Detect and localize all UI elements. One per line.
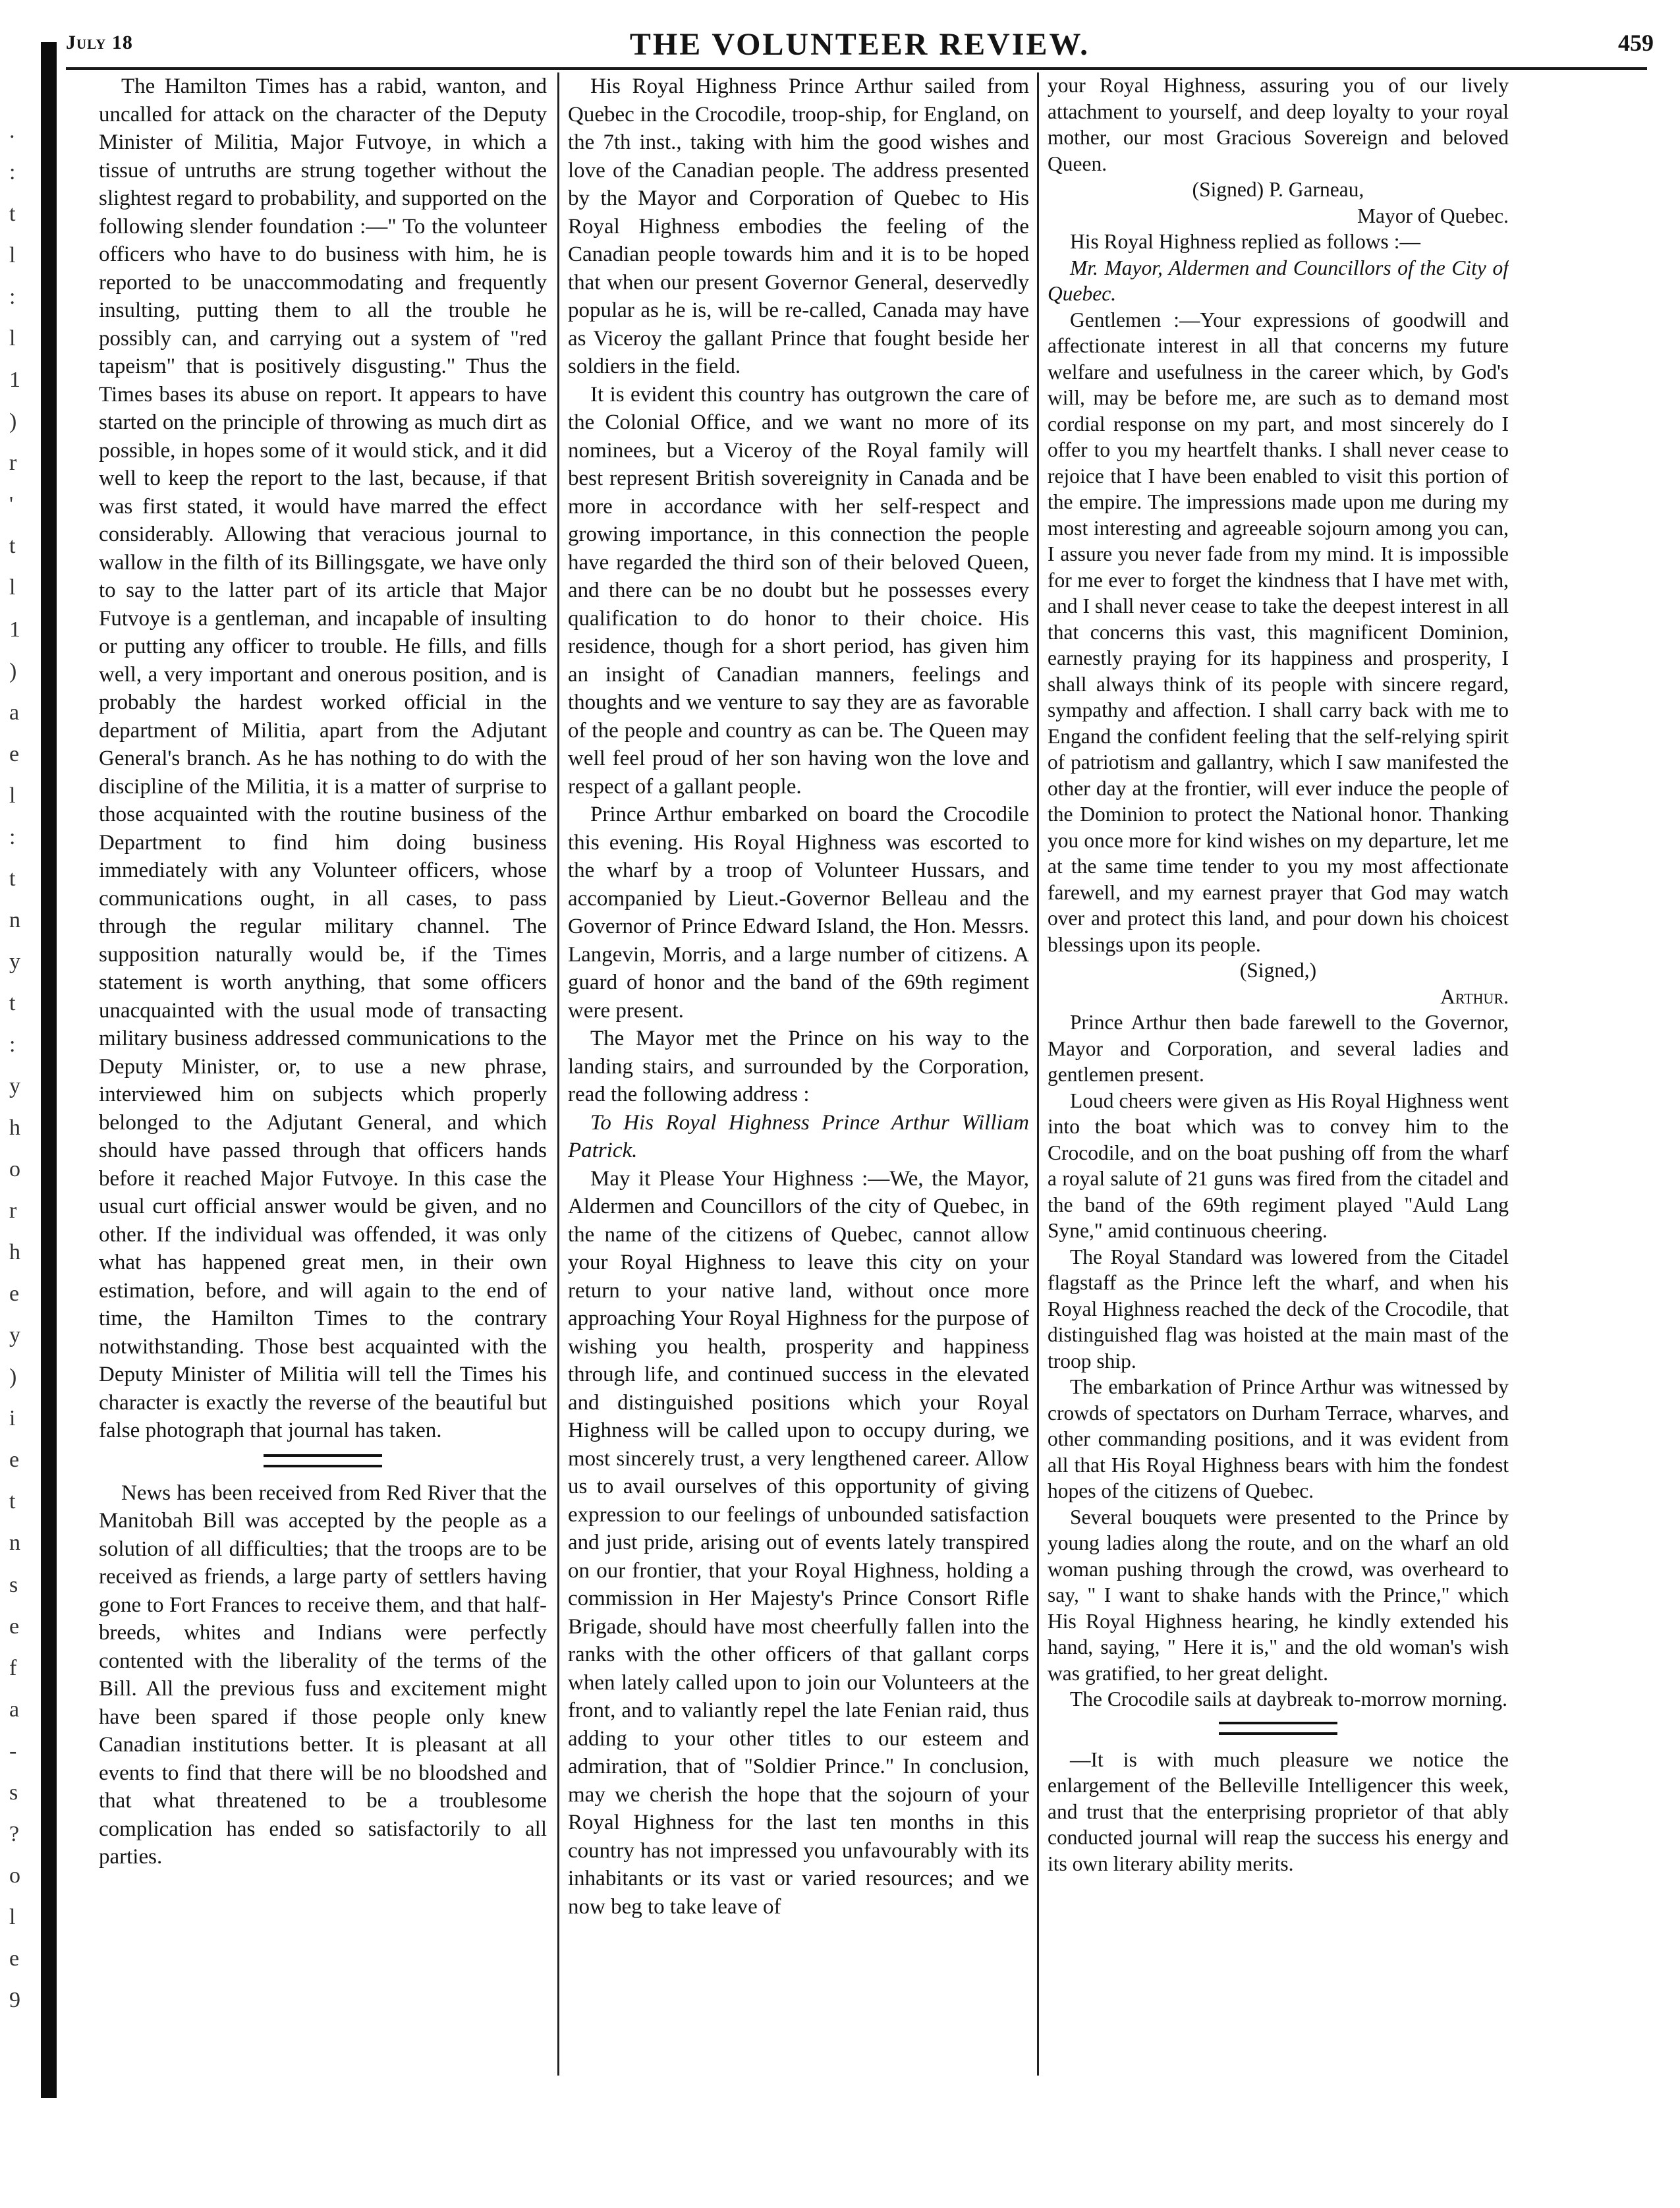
margin-mark: .: [9, 119, 15, 143]
margin-mark: l: [9, 1905, 16, 1929]
margin-mark: a: [9, 700, 20, 725]
margin-mark: s: [9, 1573, 18, 1597]
margin-mark: y: [9, 949, 20, 974]
margin-mark: r: [9, 1199, 17, 1223]
binding-edge: [41, 42, 57, 2098]
margin-mark: ): [9, 409, 17, 434]
paragraph: Several bouquets were presented to the Prince by young ladies along the route, and on the wharf an old woman pushing through the crowd, was overheard to say, " I want to shake hands with the Prince," which His Royal Highness hearing, he kindly extended his hand, saying, " Here it is," and the old woman's wish was gratified, to her great delight.: [1048, 1505, 1509, 1685]
margin-mark: ?: [9, 1822, 20, 1846]
signature-mayor: (Signed) P. Garneau,: [1192, 178, 1364, 201]
margin-mark: :: [9, 160, 16, 184]
article-red-river: News has been received from Red River that the Manitobah Bill was accepted by the people as a solution of all difficulties; that the troops are to be received as friends, a large party of settlers having gone to Fort Frances to receive them, and that half-breeds, whites and Indians were perfectly contented with the liberality of the terms of the Bill. All the previous fuss and excitement might have been spared if those people only knew Canadian institutions better. It is pleasant at all events to find that there will be no bloodshed and that what threatened to be a troublesome complication has ended so satisfactorily to all parties.: [99, 1481, 547, 1869]
column-1: [99, 72, 547, 2062]
margin-mark: h: [9, 1240, 20, 1264]
margin-mark: l: [9, 783, 16, 808]
article-belleville-intelligencer: —It is with much pleasure we notice the enlargement of the Belleville Intelligencer this week, and trust that the enterprising proprietor of that ably conducted journal will reap the success his energy and its own literary ability merits.: [1048, 1747, 1509, 1875]
margin-mark: ): [9, 1365, 17, 1389]
reply-body: Gentlemen :—Your expressions of goodwill and affectionate interest in all that concerns my future welfare and usefulness in the career which, by God's will, may be before me, are such as to demand most cordial response on my part, and most sincerely do I offer to you my heartfelt thanks. I shall never cease to rejoice that I have been enabled to visit this portion of the empire. The impressions made upon me during my most interesting and agreeable sojourn among you can, I assure you never fade from my mind. It is impossible for me ever to forget the kindness that I have met with, and I shall never cease to take the deepest interest in all that concerns this vast, this magnificent Dominion, earnestly praying for its happiness and prosperity, I shall always think of its people with sincere regard, sympathy and affection. I shall carry back with me to Engand the confident feeling that the self-relying spirit of patriotism and gallantry, which I saw manifested the other day at the frontier, will ever induce the people of the Dominion to protect the National honor. Thanking you once more for kind wishes on my departure, let me at the same time tender to you my most affectionate farewell, and my earnest prayer that God may watch over and protect this land, and pour down his choicest blessings upon its people.: [1048, 308, 1509, 956]
margin-mark: -: [9, 1739, 17, 1763]
paragraph: It is evident this country has outgrown the care of the Colonial Office, and we want no more of its nominees, but a Viceroy of the Royal family will best represent British sovereignity in Canada and be more in accordance with her self-respect and growing importance, in this connection the people have regarded the third son of their beloved Queen, and there can be no doubt but he possesses every qualification to do honor to their choice. His residence, though for a short period, has given him an insight of Canadian manners, feelings and thoughts and we venture to say they are as favorable of the people and country as can be. The Queen may well feel proud of her son having won the love and respect of a gallant people.: [568, 382, 1029, 799]
address-body: May it Please Your Highness :—We, the Mayor, Aldermen and Councillors of the city of Quebec, in the name of the citizens of Quebec, cannot allow your Royal Highness to leave this city on your return to your native land, without once more approaching Your Royal Highness for the purpose of wishing you health, prosperity and happiness through life, and continued success in the elevated and distinguished positions which your Royal Highness will be called upon to occupy during, we most sincerely trust, a very lengthened career. Allow us to avail ourselves of this opportunity of giving expression to our feelings of unbounded satisfaction and just pride, arising out of events lately transpired on our frontier, that your Royal Highness, holding a commission in Her Majesty's Prince Consort Rifle Brigade, should have most cheerfully fallen into the ranks with the other officers of that gallant corps when lately called upon to join our Volunteers at the front, and to valiantly repel the late Fenian raid, thus adding to your other titles to our esteem and admiration, that of "Soldier Prince." In conclusion, may we cherish the hope that the sojourn of your Royal Highness for the last ten months in this country has not impressed you unfavourably with its inhabitants or its vast or varied resources; and we now beg to take leave of: [568, 1166, 1029, 1919]
paragraph: The embarkation of Prince Arthur was witnessed by crowds of spectators on Durham Terrace, wharves, and other commanding positions, and it was evident from all that His Royal Highness bears with him the fondest hopes of the citizens of Quebec.: [1048, 1375, 1509, 1502]
signature-label: (Signed,): [1239, 959, 1317, 982]
masthead-title: THE VOLUNTEER REVIEW.: [629, 27, 1090, 62]
margin-mark: :: [9, 1033, 16, 1057]
address-heading: To His Royal Highness Prince Arthur William Patrick.: [568, 1110, 1029, 1162]
paragraph: The Mayor met the Prince on his way to the landing stairs, and surrounded by the Corporation, read the following address :: [568, 1027, 1029, 1106]
margin-mark: e: [9, 742, 20, 766]
margin-mark: 1: [9, 368, 20, 392]
margin-mark: l: [9, 326, 16, 351]
paragraph: Prince Arthur embarked on board the Crocodile this evening. His Royal Highness was escorted to the wharf by a troop of Volunteer Hussars, and accompanied by Lieut.-Governor Belleau and the Governor of Prince Edward Island, the Hon. Messrs. Langevin, Morris, and a large number of citizens. A guard of honor and the band of the 69th regiment were present.: [568, 803, 1029, 1023]
paragraph: Loud cheers were given as His Royal Highness went into the boat which was to convey him to the Crocodile, and on the boat pushing off from the wharf a royal salute of 21 guns was fired from the citadel and the band of the 69th regiment played "Auld Lang Syne," amid continuous cheering.: [1048, 1089, 1509, 1242]
header-rule: [66, 67, 1647, 70]
paragraph: Prince Arthur then bade farewell to the Governor, Mayor and Corporation, and several ladies and gentlemen present.: [1048, 1011, 1509, 1086]
margin-mark: t: [9, 202, 16, 226]
margin-mark: t: [9, 1489, 16, 1514]
paragraph: His Royal Highness replied as follows :—: [1070, 230, 1420, 253]
margin-mark: y: [9, 1323, 20, 1347]
section-separator: [264, 1454, 382, 1467]
address-continuation: your Royal Highness, assuring you of our lively attachment to yourself, and deep loyalty to your royal mother, our most Gracious Sovereign and beloved Queen.: [1048, 74, 1509, 175]
signature-title: Mayor of Quebec.: [1357, 204, 1509, 227]
margin-mark: f: [9, 1656, 17, 1680]
paragraph: The Crocodile sails at daybreak to-morrow morning.: [1070, 1687, 1507, 1711]
margin-mark: y: [9, 1074, 20, 1098]
margin-mark: :: [9, 825, 16, 849]
page-number: 459: [1618, 30, 1654, 56]
page-header: [66, 26, 1654, 66]
paragraph: The Royal Standard was lowered from the Citadel flagstaff as the Prince left the wharf, and when his Royal Highness reached the deck of the Crocodile, that distinguished flag was hoisted at the main mast of the troop ship.: [1048, 1245, 1509, 1373]
margin-mark: n: [9, 1531, 20, 1555]
margin-mark: n: [9, 908, 20, 932]
margin-mark: t: [9, 991, 16, 1015]
column-3: [1048, 72, 1509, 2062]
margin-mark: e: [9, 1614, 20, 1639]
column-2: [568, 72, 1029, 2062]
margin-mark: s: [9, 1780, 18, 1805]
issue-date: July 18: [66, 32, 133, 53]
margin-marks: [0, 119, 36, 2095]
margin-mark: 9: [9, 1988, 20, 2012]
margin-mark: ': [9, 492, 14, 517]
margin-mark: o: [9, 1157, 20, 1181]
margin-mark: e: [9, 1448, 20, 1472]
margin-mark: a: [9, 1697, 20, 1722]
signature-arthur: Arthur.: [1440, 984, 1509, 1008]
article-hamilton-times: The Hamilton Times has a rabid, wanton, and uncalled for attack on the character of the Deputy Minister of Militia, Major Futvoye, in which a tissue of untruths are strung together without the slightest regard to probability, and supported on the following slender foundation :—" To the volunteer officers who have to do business with him, he is reported to be unaccommodating and frequently insulting, putting them to all the trouble he possibly can, and carrying out a system of "red tapeism" that is positively disgusting." Thus the Times bases its abuse on report. It appears to have started on the principle of throwing as much dirt as possible, in hopes some of it would stick, and it did well to keep the report to the last, because, if that was first stated, it would have marred the effect considerably. Allowing that veracious journal to wallow in the filth of its Billingsgate, we have only to say to the latter part of its article that Major Futvoye is a gentleman, and incapable of insulting or putting any officer to trouble. He fills, and fills well, a very important and onerous position, and is probably the hardest worked official in the department of Militia, apart from the Adjutant General's branch. As he has nothing to do with the discipline of the Militia, it is a matter of surprise to those acquainted with the routine business of the Department to find him doing business immediately with any Volunteer officers, whose communications ought, in all cases, to pass through the regular military channel. The supposition naturally would be, if the Times statement is worth anything, that some officers unacquainted with the usual mode of transacting military business addressed communications to the Deputy Minister, or, to use a new phrase, interviewed him on subjects which properly belonged to the Adjutant General, and which should have passed through that officers hands before it reached Major Futvoye. In this case the usual curt official answer would be given, and no other. If the individual was offended, it was only what has happened great men, in their own estimation, before, and will again to the end of time, the Hamilton Times to the contrary notwithstanding. Those best acquainted with the Deputy Minister of Militia will tell the Times his character is exactly the reverse of the beautiful but false photograph that journal has taken.: [99, 74, 547, 1442]
margin-mark: l: [9, 575, 16, 600]
reply-heading: Mr. Mayor, Aldermen and Councillors of the City of Quebec.: [1048, 256, 1509, 305]
margin-mark: 1: [9, 617, 20, 642]
margin-mark: e: [9, 1946, 20, 1971]
margin-mark: r: [9, 451, 17, 475]
margin-mark: :: [9, 285, 16, 309]
margin-mark: t: [9, 534, 16, 558]
margin-mark: h: [9, 1116, 20, 1140]
margin-mark: ): [9, 659, 17, 683]
margin-mark: l: [9, 243, 16, 268]
margin-mark: e: [9, 1282, 20, 1306]
section-separator: [1219, 1722, 1337, 1735]
margin-mark: o: [9, 1863, 20, 1888]
column-rule: [557, 72, 559, 2076]
margin-mark: i: [9, 1406, 16, 1430]
article-prince-arthur-intro: His Royal Highness Prince Arthur sailed from Quebec in the Crocodile, troop-ship, for England, on the 7th inst., taking with him the good wishes and love of the Canadian people. The address presented by the Mayor and Corporation of Quebec to His Royal Highness embodies the feeling of the Canadian people towards him and it is to be hoped that when our present Governor General, deservedly popular as he is, will be re-called, Canada may have as Viceroy the gallant Prince that fought beside her soldiers in the field.: [568, 74, 1029, 378]
margin-mark: t: [9, 866, 16, 891]
column-rule: [1037, 72, 1039, 2076]
